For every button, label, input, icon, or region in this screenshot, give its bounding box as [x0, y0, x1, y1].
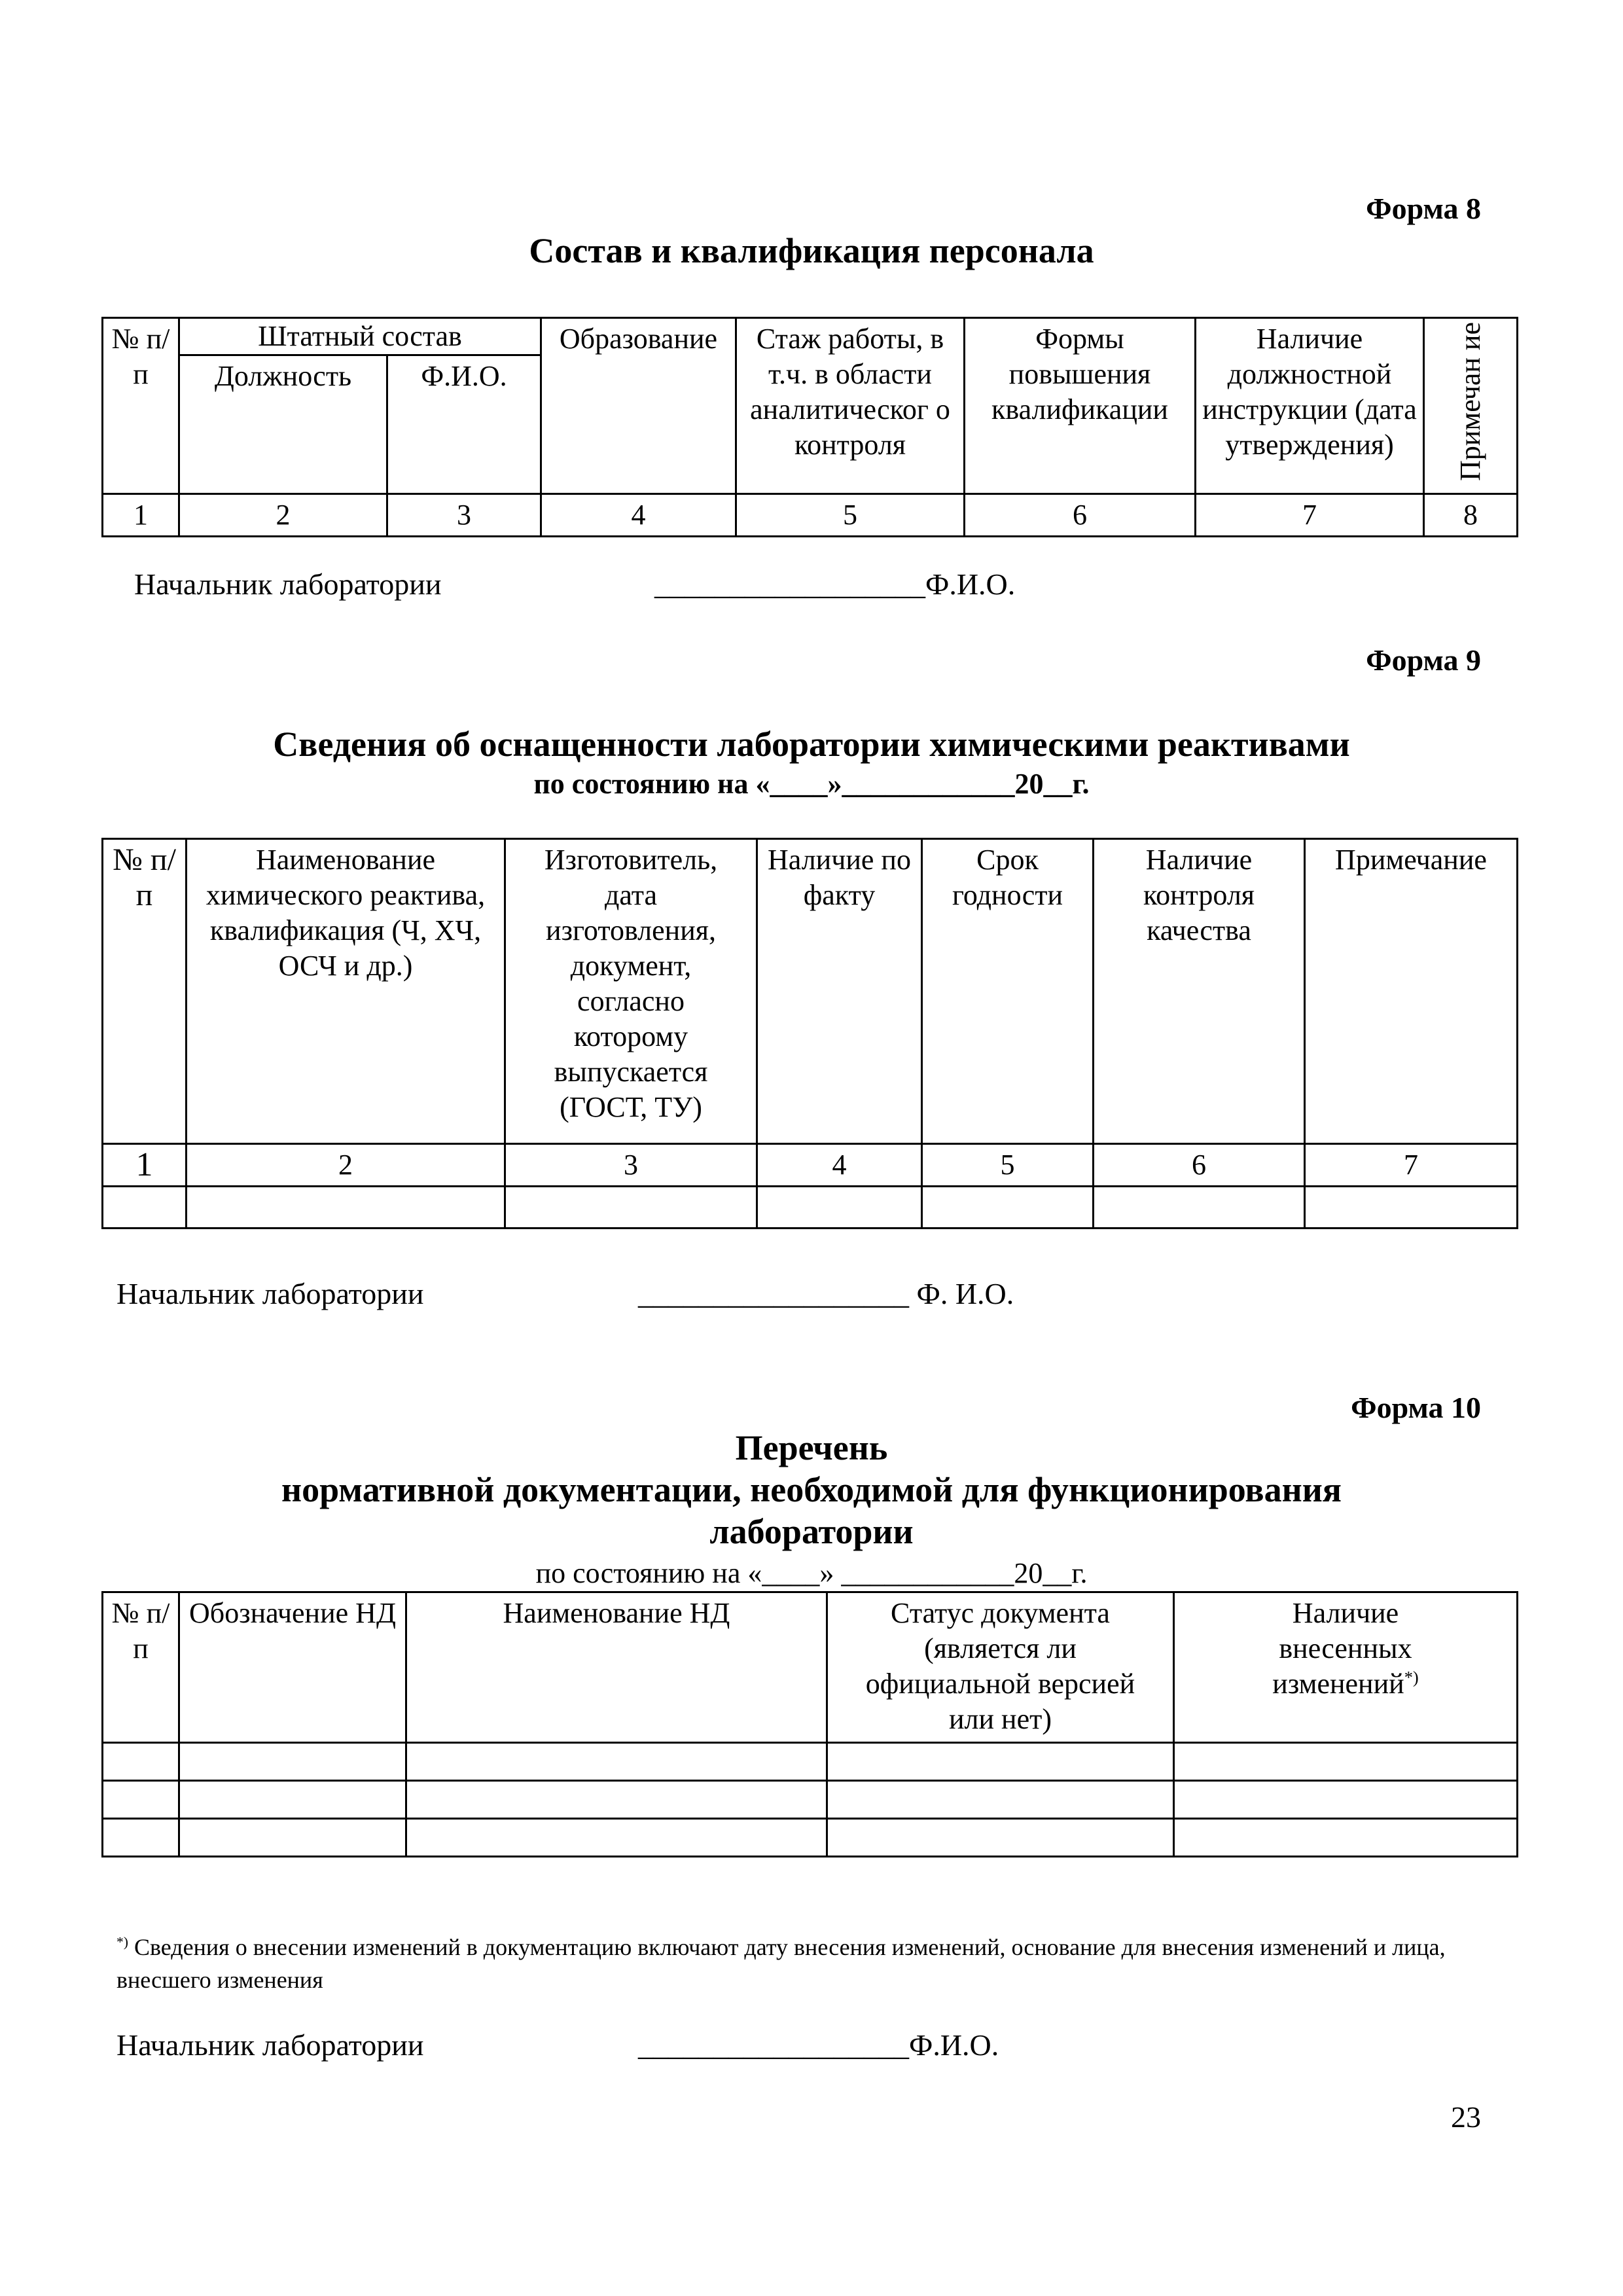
f9-signature — [638, 1276, 1014, 1311]
f9-empty-cell — [505, 1187, 757, 1229]
f9-header-reagent: Наименование химического реактива, квалификация (Ч, ХЧ, ОСЧ и др.) — [187, 839, 505, 1144]
form9-table — [101, 838, 1518, 1229]
f10-empty-cell — [179, 1819, 406, 1857]
f9-num-cell: 1 — [103, 1144, 187, 1187]
f10-empty-cell — [827, 1819, 1174, 1857]
f10-empty-cell — [1174, 1781, 1518, 1819]
f10-empty-cell — [179, 1781, 406, 1819]
f8-signature-name: Ф.И.О. — [925, 567, 1016, 601]
form10-title-line1: Перечень — [735, 1428, 888, 1467]
f10-signature-line: __________________ — [638, 2028, 909, 2062]
f9-signature-line: __________________ — [638, 1277, 909, 1310]
form9-title: Сведения об оснащенности лаборатории химическими реактивами — [273, 725, 1350, 764]
f9-header-maker: Изготовитель, дата изготовления, документ, согласно которому выпускается (ГОСТ, ТУ) — [505, 839, 757, 1144]
f8-header-position: Должность — [179, 355, 387, 494]
f8-header-note-cell — [1424, 318, 1518, 494]
f10-empty-cell — [827, 1781, 1174, 1819]
f9-empty-cell — [103, 1187, 187, 1229]
f8-signature — [654, 567, 1015, 601]
form10-as-of: по состоянию на «____» ____________20__г. — [535, 1557, 1088, 1589]
f8-header-name: Ф.И.О. — [387, 355, 541, 494]
f10-empty-cell — [1174, 1819, 1518, 1857]
f10-header-status: Статус документа (является ли официальной версией или нет) — [827, 1592, 1174, 1743]
form10-title — [0, 1427, 1623, 1552]
f9-header-num: № п/п — [103, 839, 187, 1144]
f9-num-cell: 6 — [1094, 1144, 1305, 1187]
f9-signature-name: Ф. И.О. — [909, 1277, 1014, 1310]
f8-header-training: Формы повышения квалификации — [965, 318, 1196, 494]
f10-header-name: Наименование НД — [406, 1592, 827, 1743]
f9-num-cell: 5 — [922, 1144, 1094, 1187]
f8-num-cell: 7 — [1196, 494, 1424, 537]
f8-num-cell: 1 — [103, 494, 179, 537]
f10-header-changes: Наличие внесенных изменений — [1272, 1597, 1412, 1700]
f9-header-note: Примечание — [1305, 839, 1518, 1144]
f8-num-cell: 2 — [179, 494, 387, 537]
f8-num-cell: 5 — [736, 494, 965, 537]
f10-footnote-mark: *) — [116, 1934, 128, 1950]
form9-as-of: по состоянию на «____»____________20__г. — [533, 768, 1090, 800]
f8-header-instruction: Наличие должностной инструкции (дата утверждения) — [1196, 318, 1424, 494]
form10-title-line3: лаборатории — [709, 1512, 914, 1551]
form8-label: Форма 8 — [1366, 192, 1481, 225]
f8-num-cell: 3 — [387, 494, 541, 537]
f10-empty-cell — [406, 1743, 827, 1781]
f8-num-cell: 4 — [541, 494, 736, 537]
f9-header-quality: Наличие контроля качества — [1094, 839, 1305, 1144]
form9-label: Форма 9 — [1366, 643, 1481, 677]
form8-table — [101, 317, 1518, 537]
f9-num-cell: 2 — [187, 1144, 505, 1187]
form10-label: Форма 10 — [1351, 1391, 1481, 1424]
f8-signature-line: __________________ — [654, 567, 925, 601]
f10-footnote-text: Сведения о внесении изменений в документацию включают дату внесения изменений, основание для внесения изменений и лица, внесшего изменения — [116, 1934, 1446, 1993]
form10-title-line2: нормативной документации, необходимой для функционирования — [281, 1470, 1342, 1509]
f10-empty-cell — [406, 1819, 827, 1857]
f9-empty-cell — [187, 1187, 505, 1229]
f10-header-changes-cell — [1174, 1592, 1518, 1743]
f9-num-cell: 4 — [757, 1144, 922, 1187]
f9-empty-cell — [1094, 1187, 1305, 1229]
f10-empty-cell — [406, 1781, 827, 1819]
f8-signature-label: Начальник лаборатории — [134, 567, 442, 601]
f10-empty-cell — [103, 1819, 179, 1857]
f8-header-experience: Стаж работы, в т.ч. в области аналитическог о контроля — [736, 318, 965, 494]
f8-header-staff: Штатный состав — [179, 318, 541, 355]
f10-signature-label: Начальник лаборатории — [116, 2028, 424, 2062]
f8-num-cell: 8 — [1424, 494, 1518, 537]
f9-num-cell: 3 — [505, 1144, 757, 1187]
f9-num-cell: 7 — [1305, 1144, 1518, 1187]
form8-title: Состав и квалификация персонала — [529, 231, 1094, 270]
f9-header-actual: Наличие по факту — [757, 839, 922, 1144]
f10-signature — [638, 2028, 999, 2062]
f10-empty-cell — [103, 1743, 179, 1781]
f9-header-expiry: Срок годности — [922, 839, 1094, 1144]
f10-empty-cell — [1174, 1743, 1518, 1781]
f10-signature-name: Ф.И.О. — [909, 2028, 999, 2062]
f10-header-changes-mark: *) — [1404, 1667, 1419, 1687]
f9-empty-cell — [757, 1187, 922, 1229]
f8-header-num: № п/п — [103, 318, 179, 494]
page-number: 23 — [1451, 2100, 1481, 2134]
f8-header-note: Примечан ие — [1454, 322, 1486, 481]
form10-table — [101, 1591, 1518, 1857]
f10-header-designation: Обозначение НД — [179, 1592, 406, 1743]
f8-header-education: Образование — [541, 318, 736, 494]
f10-header-num: № п/п — [103, 1592, 179, 1743]
f8-num-cell: 6 — [965, 494, 1196, 537]
f10-empty-cell — [827, 1743, 1174, 1781]
f10-empty-cell — [103, 1781, 179, 1819]
f9-empty-cell — [922, 1187, 1094, 1229]
f9-signature-label: Начальник лаборатории — [116, 1277, 424, 1310]
f10-empty-cell — [179, 1743, 406, 1781]
f9-empty-cell — [1305, 1187, 1518, 1229]
f10-footnote — [116, 1931, 1504, 1996]
